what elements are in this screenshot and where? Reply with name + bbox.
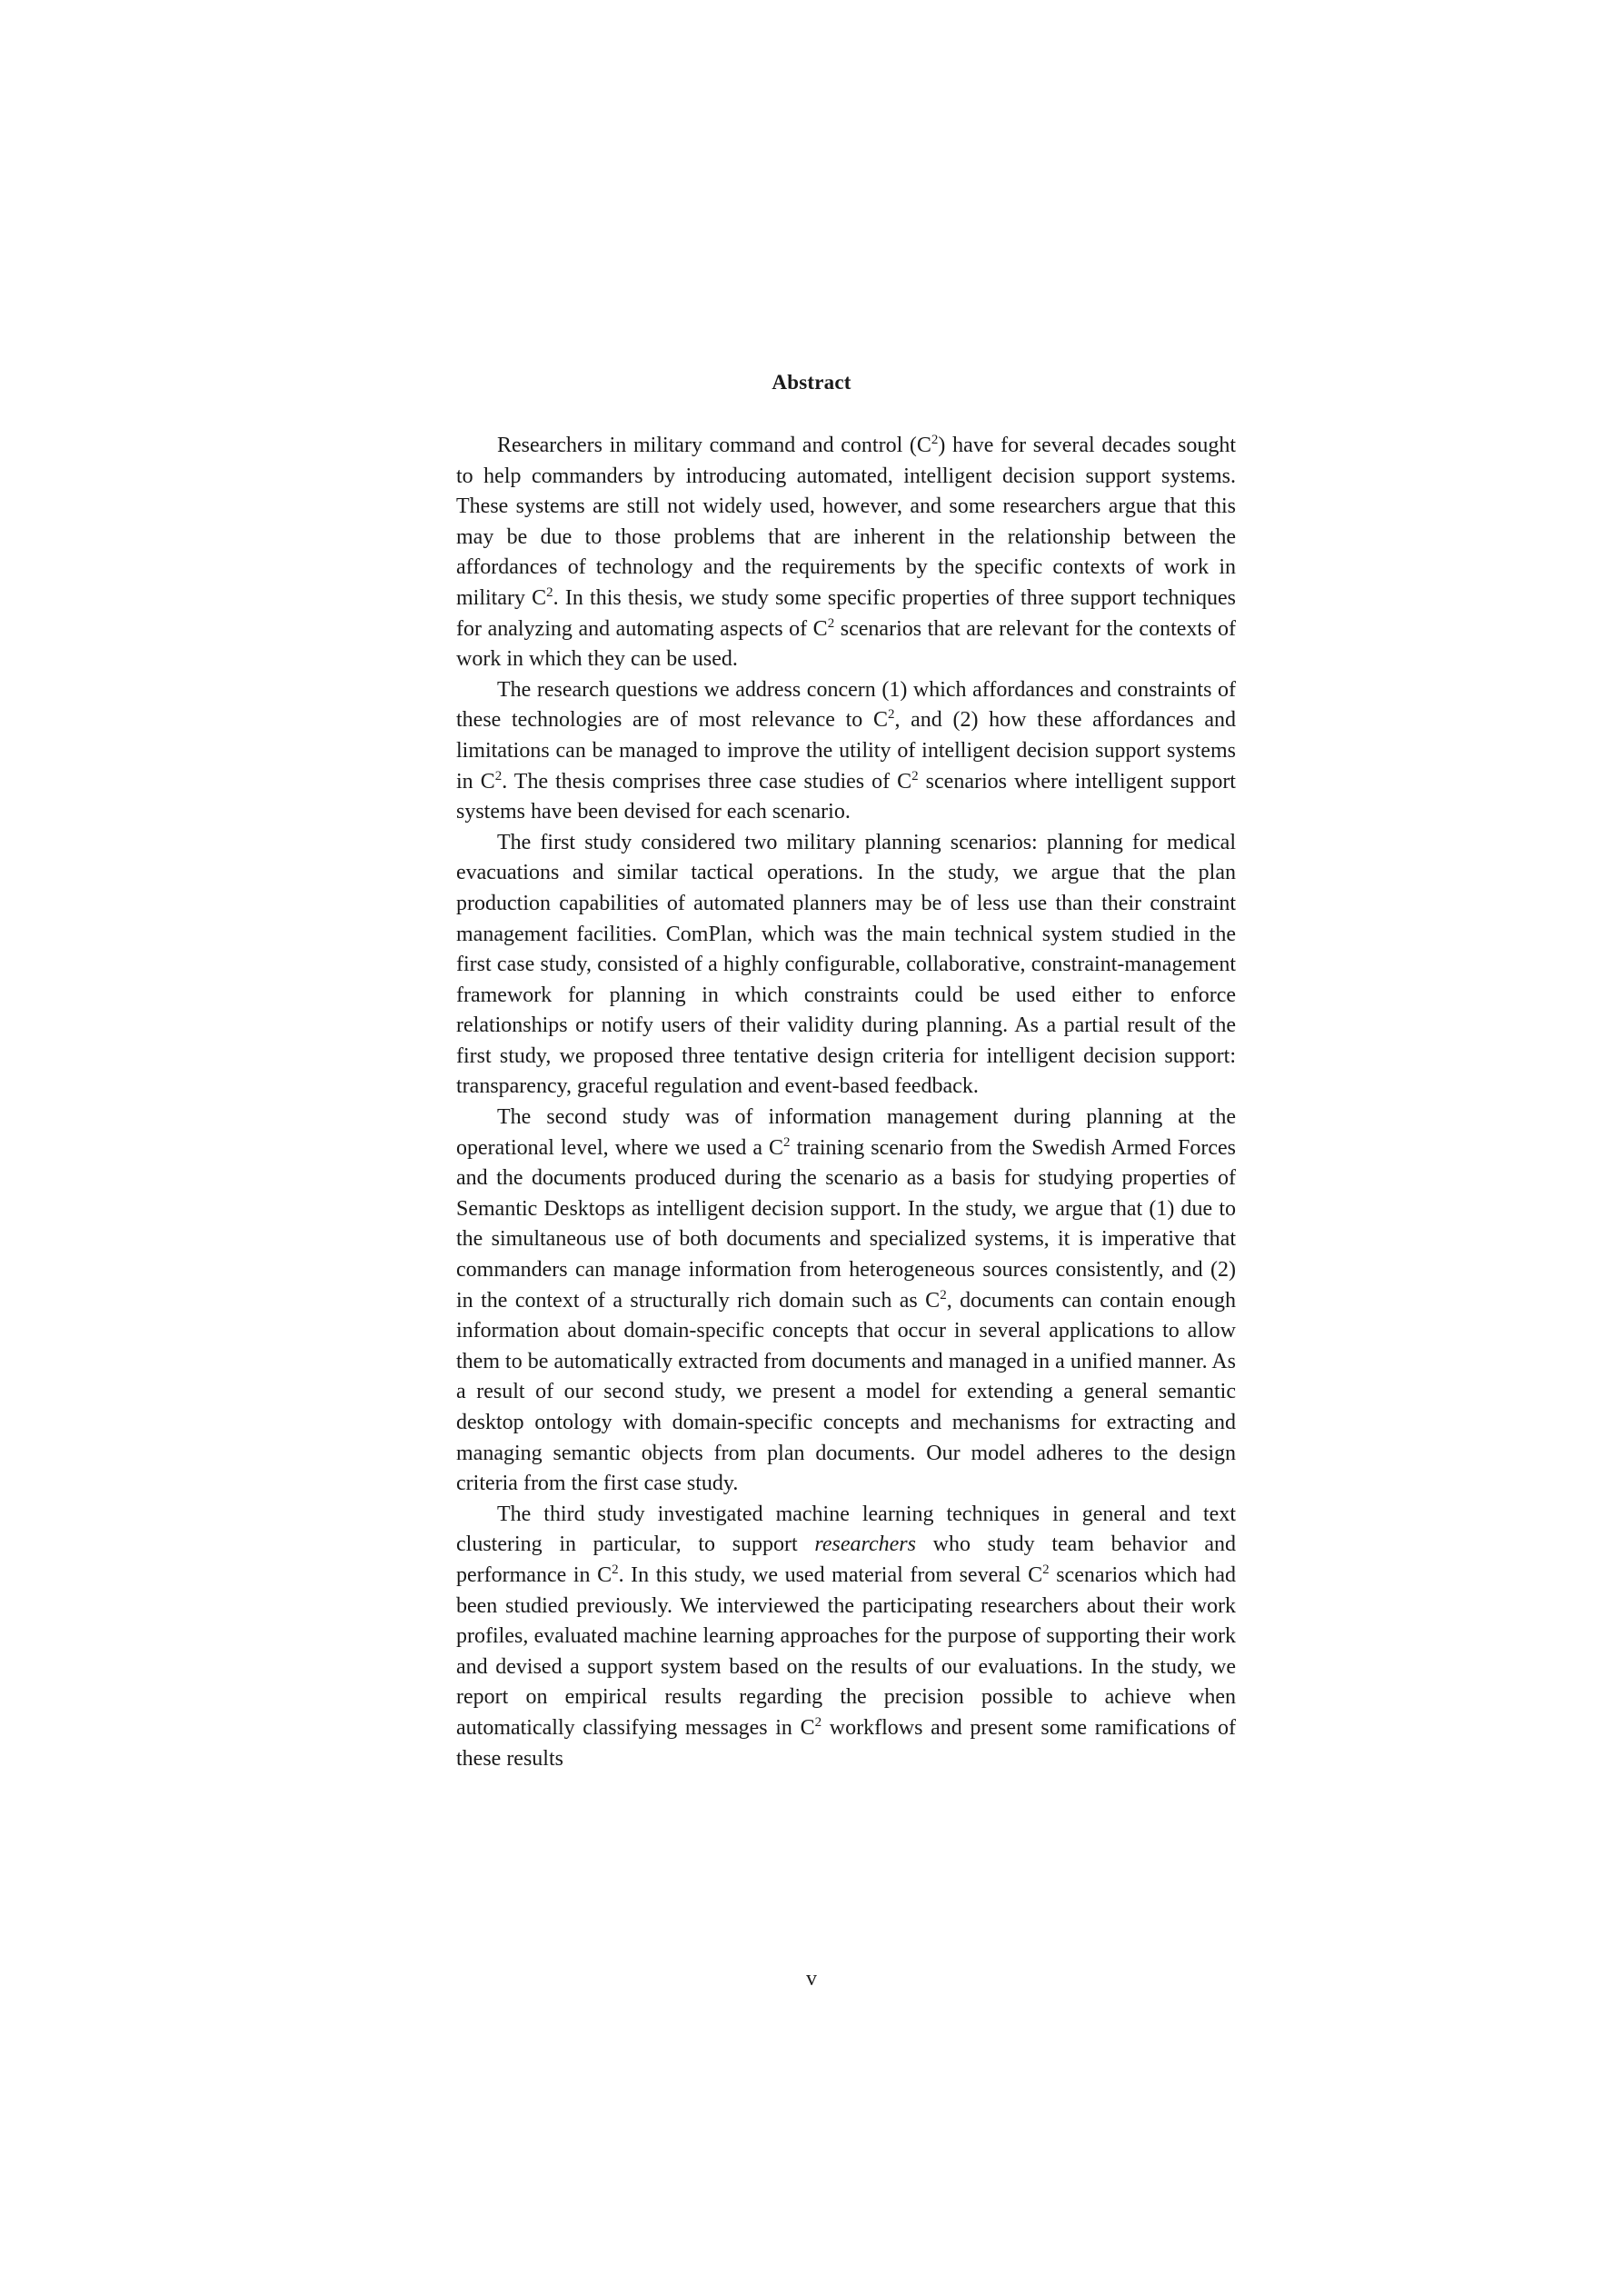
paragraph-text: who study team behavior and performance in C: [456, 1532, 1236, 1587]
paragraph-text: The research questions we address concern (1) which affordances and constraints of these technologies are of most relevance to C: [456, 677, 1236, 733]
paragraph-text: The third study investigated machine learning techniques in general and text clustering in particular, to support: [456, 1502, 1236, 1557]
paragraph-text: . The thesis comprises three case studies of C: [502, 769, 912, 794]
superscript: 2: [494, 768, 503, 784]
page-number: v: [806, 1967, 817, 1991]
superscript: 2: [911, 768, 919, 784]
paragraph-text: ) have for several decades sought to help commanders by introducing automated, intelligent decision support systems. These systems are still not widely used, however, and some researchers argue that this may be due to those problems that are inherent in the relationship between the affordances of technology and the requirements by the specific contexts of work in military C: [456, 434, 1236, 610]
superscript: 2: [814, 1714, 822, 1730]
paragraph-text: , and (2) how these affordances and limitations can be managed to improve the utility of intelligent decision support systems in C: [456, 708, 1236, 794]
superscript: 2: [612, 1562, 619, 1577]
superscript: 2: [1042, 1562, 1050, 1577]
superscript: 2: [887, 707, 895, 723]
paragraph-text: workflows and present some ramifications of these results: [456, 1715, 1236, 1771]
paragraph-text: Researchers in military command and control (C: [497, 434, 931, 457]
paragraph-text: scenarios where intelligent support systems have been devised for each scenario.: [456, 769, 1236, 824]
abstract-paragraph: [456, 828, 1236, 1103]
abstract-paragraph: [456, 675, 1236, 828]
paragraph-text: scenarios which had been studied previously. We interviewed the participating researchers about their work profiles, evaluated machine learning approaches for the purpose of supporting their work and devised a support system based on the results of our evaluations. In the study, we report on empirical results regarding the precision possible to achieve when automatically classifying messages in C: [456, 1562, 1236, 1740]
paragraph-text: . In this thesis, we study some specific properties of three support techniques for analyzing and automating aspects of C: [456, 585, 1236, 641]
superscript: 2: [783, 1134, 791, 1150]
paragraph-text: training scenario from the Swedish Armed Forces and the documents produced during the scenario as a basis for studying properties of Semantic Desktops as intelligent decision support. In the study, we argue that (1) due to the simultaneous use of both documents and specialized systems, it is imperative that commanders can manage information from heterogeneous sources consistently, and (2) in the context of a structurally rich domain such as C: [456, 1135, 1236, 1313]
emphasis-text: researchers: [814, 1532, 916, 1557]
abstract-paragraph: [456, 431, 1236, 675]
paragraph-text: The first study considered two military planning scenarios: planning for medical evacuations and similar tactical operations. In the study, we argue that the plan production capabilities of automated planners may be of less use than their constraint management facilities. ComPlan, which was the main technical system studied in the first case study, consisted of a highly configurable, collaborative, constraint-management framework for planning in which constraints could be used either to enforce relationships or notify users of their validity during planning. As a partial result of the first study, we proposed three tentative design criteria for intelligent decision support: transparency, graceful regulation and event-based feedback.: [456, 830, 1236, 1099]
abstract-heading: Abstract: [772, 371, 851, 394]
superscript: 2: [931, 433, 939, 447]
superscript: 2: [546, 584, 553, 600]
abstract-paragraph: [456, 1500, 1236, 1774]
paragraph-text: The second study was of information management during planning at the operational level, where we used a C: [456, 1105, 1236, 1160]
paragraph-text: . In this study, we used material from several C: [618, 1562, 1043, 1587]
superscript: 2: [827, 615, 835, 631]
paragraph-text: scenarios that are relevant for the contexts of work in which they can be used.: [456, 616, 1236, 672]
abstract-paragraph: [456, 1103, 1236, 1500]
paragraph-text: , documents can contain enough information about domain-specific concepts that occur in several applications to allow them to be automatically extracted from documents and managed in a unified manner. As a result of our second study, we present a model for extending a general semantic desktop ontology with domain-specific concepts and mechanisms for extracting and managing semantic objects from plan documents. Our model adheres to the design criteria from the first case study.: [456, 1288, 1236, 1496]
superscript: 2: [940, 1287, 947, 1303]
abstract-body: [456, 431, 1236, 1774]
